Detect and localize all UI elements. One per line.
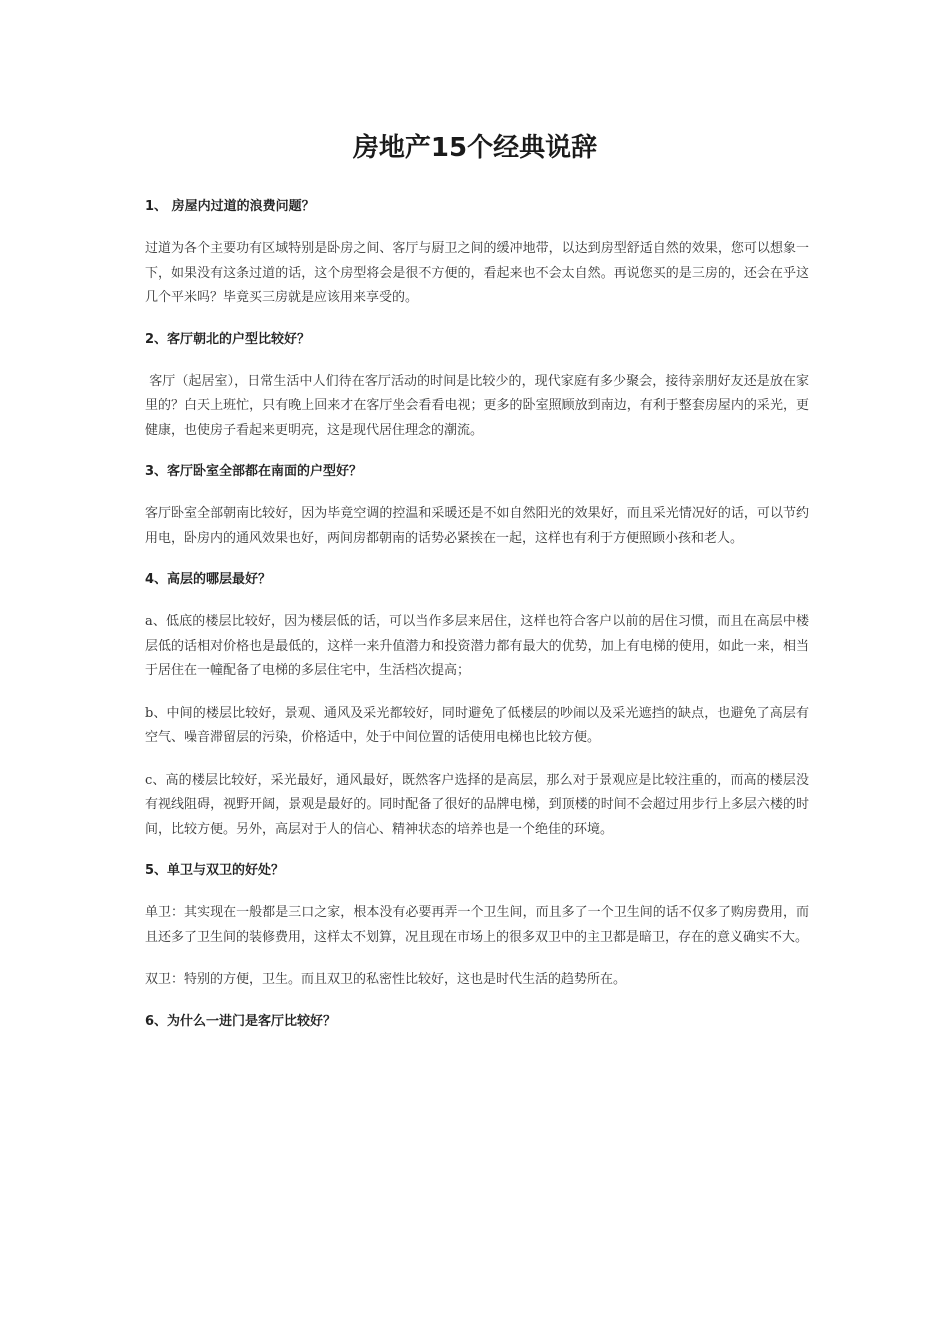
section-paragraph-single-bath: 单卫：其实现在一般都是三口之家，根本没有必要再弄一个卫生间，而且多了一个卫生间的话不仅多了购房费用，而且还多了卫生间的装修费用，这样太不划算，况且现在市场上的很多双卫中的主卫都是暗卫，存在的意义确实不大。 <box>145 905 809 945</box>
section-paragraph-double-bath: 双卫：特别的方便，卫生。而且双卫的私密性比较好，这也是时代生活的趋势所在。 <box>145 972 627 987</box>
section-heading: 4、高层的哪层最好？ <box>145 572 272 587</box>
section-heading: 1、 房屋内过道的浪费问题？ <box>145 199 315 214</box>
document-body <box>145 196 809 1052</box>
section-paragraph: 客厅卧室全部朝南比较好，因为毕竟空调的控温和采暖还是不如自然阳光的效果好，而且采光情况好的话，可以节约用电，卧房内的通风效果也好，两间房都朝南的话势必紧挨在一起，这样也有利于方便照顾小孩和老人。 <box>145 506 809 546</box>
section-6 <box>145 1011 809 1033</box>
section-4 <box>145 569 809 842</box>
section-paragraph: 客厅（起居室），日常生活中人们待在客厅活动的时间是比较少的，现代家庭有多少聚会，接待亲朋好友还是放在家里的？白天上班忙，只有晚上回来才在客厅坐会看看电视；更多的卧室照顾放到南边，有利于整套房屋内的采光，更健康，也使房子看起来更明亮，这是现代居住理念的潮流。 <box>145 373 809 438</box>
section-1 <box>145 196 809 311</box>
section-5 <box>145 860 809 993</box>
section-2 <box>145 329 809 444</box>
section-paragraph-a: a、低底的楼层比较好，因为楼层低的话，可以当作多层来居住，这样也符合客户以前的居住习惯，而且在高层中楼层低的话相对价格也是最低的，这样一来升值潜力和投资潜力都有最大的优势，加上有电梯的使用，如此一来，相当于居住在一幢配备了电梯的多层住宅中，生活档次提高； <box>145 614 809 678</box>
section-heading: 5、单卫与双卫的好处？ <box>145 863 285 878</box>
section-heading: 2、客厅朝北的户型比较好？ <box>145 331 311 347</box>
section-heading: 6、为什么一进门是客厅比较好？ <box>145 1013 337 1029</box>
section-3 <box>145 461 809 551</box>
section-paragraph-b: b、中间的楼层比较好，景观、通风及采光都较好，同时避免了低楼层的吵闹以及采光遮挡的缺点，也避免了高层有空气、噪音滞留层的污染，价格适中，处于中间位置的话使用电梯也比较方便。 <box>145 705 809 745</box>
section-paragraph: 过道为各个主要功有区域特别是卧房之间、客厅与厨卫之间的缓冲地带，以达到房型舒适自然的效果，您可以想象一下，如果没有这条过道的话，这个房型将会是很不方便的，看起来也不会太自然。再说您买的是三房的，还会在乎这几个平米吗？毕竟买三房就是应该用来享受的。 <box>145 241 809 305</box>
document-title: 房地产15个经典说辞 <box>352 133 598 163</box>
section-heading: 3、客厅卧室全部都在南面的户型好？ <box>145 464 363 479</box>
section-paragraph-c: c、高的楼层比较好，采光最好，通风最好，既然客户选择的是高层，那么对于景观应是比较注重的，而高的楼层没有视线阻碍，视野开阔，景观是最好的。同时配备了很好的品牌电梯，到顶楼的时间不会超过用步行上多层六楼的时间，比较方便。另外，高层对于人的信心、精神状态的培养也是一个绝佳的环境。 <box>145 772 809 837</box>
